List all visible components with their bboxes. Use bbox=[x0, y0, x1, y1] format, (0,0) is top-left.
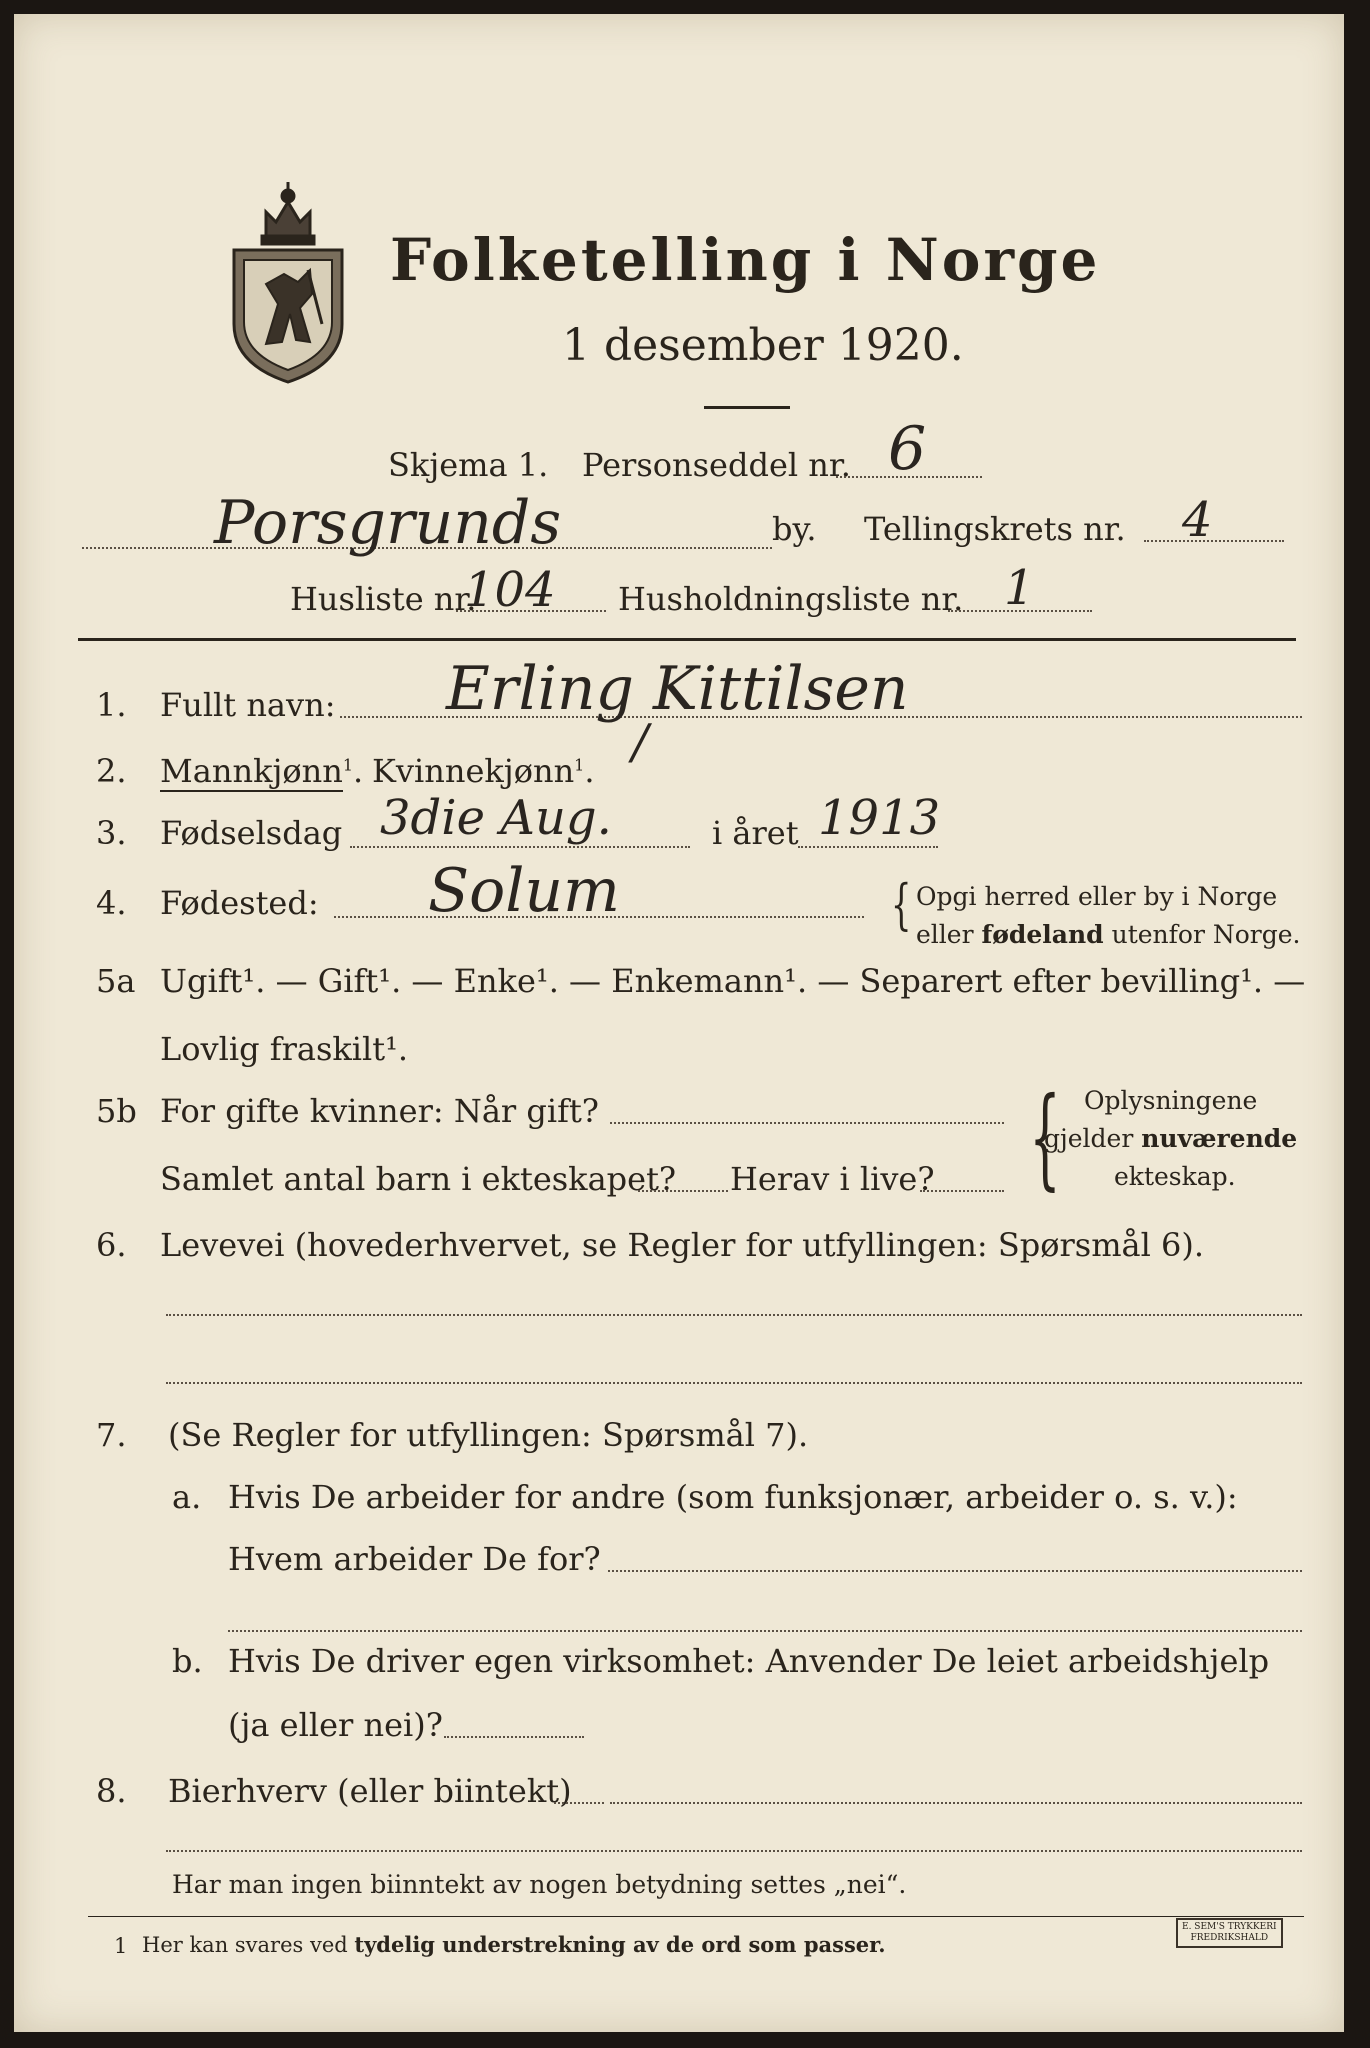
census-form-paper bbox=[14, 14, 1344, 2032]
q5b-note-line1: Oplysningene bbox=[1084, 1086, 1258, 1115]
q3-number: 3. bbox=[96, 814, 127, 852]
q4-note-line1: Opgi herred eller by i Norge bbox=[916, 882, 1278, 911]
q5a-marital-options-cont: Lovlig fraskilt¹. bbox=[160, 1030, 409, 1068]
q5b-label: For gifte kvinner: Når gift? bbox=[160, 1092, 599, 1130]
q5a-number: 5a bbox=[96, 962, 136, 1000]
tellingskrets-value: 4 bbox=[1182, 492, 1213, 548]
q5b-note-line2: gjelder nuværende bbox=[1044, 1124, 1298, 1153]
q5a-marital-options: Ugift¹. — Gift¹. — Enke¹. — Enkemann¹. — Separert efter bevilling¹. — bbox=[160, 962, 1306, 1000]
q1-full-name-value: Erling Kittilsen bbox=[446, 654, 909, 724]
personseddel-value: 6 bbox=[888, 414, 927, 484]
q4-birthplace-value: Solum bbox=[428, 856, 620, 926]
q2-female-option: Kvinnekjønn$^1$. bbox=[372, 752, 595, 790]
q5b-alive-label: Herav i live? bbox=[730, 1160, 935, 1198]
q8-number: 8. bbox=[96, 1772, 127, 1810]
q3-birthday-value: 3die Aug. bbox=[380, 790, 612, 846]
q4-number: 4. bbox=[96, 884, 127, 922]
q4-label: Fødested: bbox=[160, 884, 319, 922]
q1-number: 1. bbox=[96, 686, 127, 724]
husliste-value: 104 bbox=[464, 562, 556, 618]
q5b-brace: { bbox=[1029, 1073, 1061, 1201]
tellingskrets-label: Tellingskrets nr. bbox=[864, 510, 1126, 548]
by-label: by. bbox=[772, 510, 817, 548]
q2-male-option: Mannkjønn$^1$. bbox=[160, 752, 364, 790]
skjema-label: Skjema 1. bbox=[388, 446, 549, 484]
husliste-label: Husliste nr. bbox=[290, 580, 477, 618]
q3-label: Fødselsdag bbox=[160, 814, 343, 852]
norwegian-coat-of-arms-icon bbox=[226, 174, 350, 386]
q7a-employer-label: Hvem arbeider De for? bbox=[228, 1540, 601, 1578]
footnote-divider bbox=[88, 1916, 1304, 1917]
form-title: Folketelling i Norge bbox=[390, 226, 1101, 294]
q6-label: Levevei (hovederhvervet, se Regler for utfyllingen: Spørsmål 6). bbox=[160, 1226, 1205, 1264]
q2-mark: / bbox=[632, 714, 649, 770]
q7a-text: Hvis De arbeider for andre (som funksjonær, arbeider o. s. v.): bbox=[228, 1478, 1238, 1516]
q8-note: Har man ingen biinntekt av nogen betydning settes „nei“. bbox=[172, 1870, 907, 1899]
q5b-number: 5b bbox=[96, 1092, 137, 1130]
q7b-text: Hvis De driver egen virksomhet: Anvender De leiet arbeidshjelp bbox=[228, 1642, 1270, 1680]
q5b-children-label: Samlet antal barn i ekteskapet? bbox=[160, 1160, 677, 1198]
city-value: Porsgrunds bbox=[214, 488, 562, 558]
q7-number: 7. bbox=[96, 1416, 127, 1454]
header-divider bbox=[78, 638, 1296, 641]
census-date: 1 desember 1920. bbox=[562, 320, 964, 371]
personseddel-label: Personseddel nr. bbox=[582, 446, 851, 484]
q3-year-value: 1913 bbox=[818, 790, 941, 846]
q7b-letter: b. bbox=[172, 1642, 203, 1680]
q7a-letter: a. bbox=[172, 1478, 202, 1516]
q4-note-line2: eller fødeland utenfor Norge. bbox=[916, 920, 1301, 949]
footnote-number: 1 bbox=[114, 1934, 128, 1958]
printer-stamp: E. SEM'S TRYKKERI FREDRIKSHALD bbox=[1176, 1918, 1283, 1948]
title-divider bbox=[704, 406, 790, 409]
q6-number: 6. bbox=[96, 1226, 127, 1264]
q4-brace: { bbox=[890, 873, 912, 936]
q1-label: Fullt navn: bbox=[160, 686, 336, 724]
q3-year-label: i året bbox=[712, 814, 799, 852]
q8-label: Bierhverv (eller biintekt) bbox=[168, 1772, 572, 1810]
footnote-text: Her kan svares ved tydelig understrekning av de ord som passer. bbox=[142, 1932, 886, 1957]
q2-number: 2. bbox=[96, 752, 127, 790]
q7-label: (Se Regler for utfyllingen: Spørsmål 7). bbox=[168, 1416, 809, 1454]
q7b-yes-no-label: (ja eller nei)? bbox=[228, 1706, 443, 1744]
husholdning-value: 1 bbox=[1004, 560, 1035, 616]
husholdning-label: Husholdningsliste nr. bbox=[618, 580, 964, 618]
q5b-note-line3: ekteskap. bbox=[1114, 1162, 1236, 1191]
